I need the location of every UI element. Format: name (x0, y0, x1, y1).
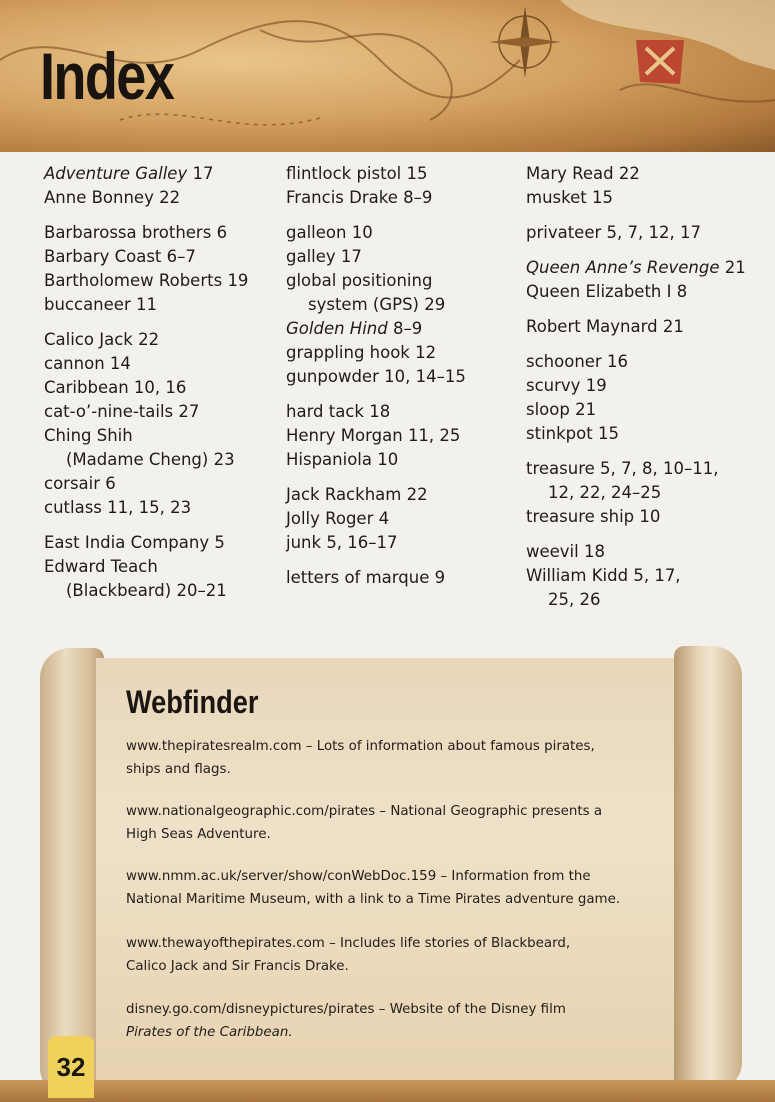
index-term: Jolly Roger (286, 509, 374, 528)
index-term: cat-o’-nine-tails (44, 402, 174, 421)
index-pages: 5, 16–17 (326, 533, 398, 552)
index-term: East India Company (44, 533, 210, 552)
index-pages: 10, 14–15 (384, 367, 466, 386)
index-entry (526, 505, 766, 529)
index-term: musket (526, 188, 587, 207)
index-entry (286, 531, 522, 555)
webfinder-line: www.nmm.ac.uk/server/show/conWebDoc.159 – Information from the (126, 869, 591, 884)
index-term: treasure (526, 459, 595, 478)
index-term: hard tack (286, 402, 364, 421)
webfinder-item (126, 865, 646, 911)
index-pages: 15 (406, 164, 428, 183)
index-entry (526, 162, 766, 186)
index-term: Golden Hind (286, 319, 388, 338)
index-pages: 19 (585, 376, 607, 395)
index-entry (286, 365, 522, 389)
index-pages: 9 (434, 568, 446, 587)
index-term: privateer (526, 223, 602, 242)
index-pages: 15 (591, 188, 613, 207)
index-pages: 8 (676, 282, 688, 301)
index-term: Barbarossa brothers (44, 223, 212, 242)
index-entry (526, 422, 766, 446)
index-term: Queen Elizabeth I (526, 282, 672, 301)
index-entry (286, 448, 522, 472)
webfinder-line: ships and flags. (126, 762, 231, 777)
page-title: Index (40, 39, 174, 113)
index-term: Robert Maynard (526, 317, 658, 336)
index-entry (286, 341, 522, 365)
index-pages: 12 (415, 343, 437, 362)
index-pages: 17 (192, 164, 214, 183)
index-entry (526, 256, 766, 280)
index-term: Barbary Coast (44, 247, 162, 266)
index-entry (44, 352, 276, 376)
map-header-image (0, 0, 775, 152)
index-pages: 4 (378, 509, 390, 528)
index-pages: 18 (583, 542, 605, 561)
webfinder-item (126, 735, 646, 781)
webfinder-line: disney.go.com/disneypictures/pirates – Website of the Disney film (126, 1002, 566, 1017)
index-entry (526, 221, 766, 245)
index-entry-continuation: 25, 26 (548, 590, 601, 609)
webfinder-line: Calico Jack and Sir Francis Drake. (126, 959, 349, 974)
index-entry (526, 186, 766, 210)
index-pages: 27 (178, 402, 200, 421)
index-term: treasure ship (526, 507, 635, 526)
index-entry (286, 507, 522, 531)
index-pages: 11 (135, 295, 157, 314)
webfinder-line: National Maritime Museum, with a link to a Time Pirates adventure game. (126, 892, 621, 907)
index-term: Calico Jack (44, 330, 133, 349)
page-number-tab: 32 (48, 1036, 94, 1098)
index-column-3 (526, 162, 766, 612)
webfinder-line: www.thepiratesrealm.com – Lots of information about famous pirates, (126, 739, 595, 754)
index-entry (286, 317, 522, 341)
index-term: corsair (44, 474, 101, 493)
index-term: William Kidd (526, 566, 629, 585)
index-entry (286, 221, 522, 245)
index-entry (286, 162, 522, 186)
index-term: schooner (526, 352, 602, 371)
index-entry (44, 293, 276, 317)
index-pages: 21 (724, 258, 746, 277)
index-pages: 17 (340, 247, 362, 266)
index-entry (44, 221, 276, 245)
webfinder-line: High Seas Adventure. (126, 827, 271, 842)
index-entry-continuation: (Madame Cheng) 23 (66, 450, 235, 469)
index-term: junk (286, 533, 322, 552)
index-term: buccaneer (44, 295, 131, 314)
index-entry-continuation: 12, 22, 24–25 (548, 483, 662, 502)
index-pages: 5, 17, (633, 566, 681, 585)
index-term: Caribbean (44, 378, 129, 397)
index-entry (44, 555, 276, 603)
index-pages: 15 (597, 424, 619, 443)
index-pages: 11, 25 (407, 426, 461, 445)
index-term: Adventure Galley (44, 164, 188, 183)
index-pages: 10 (639, 507, 661, 526)
index-term: galley (286, 247, 336, 266)
index-entry (526, 457, 766, 505)
webfinder-scroll (34, 640, 754, 1102)
index-term: Jack Rackham (286, 485, 402, 504)
index-term: gunpowder (286, 367, 379, 386)
index-entry (44, 269, 276, 293)
index-pages: 10 (377, 450, 399, 469)
index-pages: 10 (351, 223, 373, 242)
webfinder-item (126, 800, 646, 846)
webfinder-line: www.thewayofthepirates.com – Includes life stories of Blackbeard, (126, 936, 571, 951)
index-pages: 14 (109, 354, 131, 373)
index-entry (44, 496, 276, 520)
index-entry (526, 374, 766, 398)
index-entry (286, 483, 522, 507)
index-entry (44, 472, 276, 496)
index-entry (44, 376, 276, 400)
index-term: Mary Read (526, 164, 614, 183)
index-pages: 8–9 (403, 188, 433, 207)
index-entry (526, 398, 766, 422)
index-term: sloop (526, 400, 570, 419)
scroll-roll-left (40, 648, 104, 1098)
index-term: weevil (526, 542, 579, 561)
index-entry (44, 186, 276, 210)
index-term: letters of marque (286, 568, 430, 587)
webfinder-line: Pirates of the Caribbean. (126, 1025, 293, 1040)
index-entry (286, 186, 522, 210)
webfinder-line: www.nationalgeographic.com/pirates – National Geographic presents a (126, 804, 603, 819)
index-entry (44, 424, 276, 472)
index-entry (44, 328, 276, 352)
index-term: cannon (44, 354, 105, 373)
index-entry (44, 162, 276, 186)
index-pages: 18 (369, 402, 391, 421)
index-entry (286, 269, 522, 317)
index-pages: 6 (216, 223, 228, 242)
index-pages: 5, 7, 12, 17 (606, 223, 701, 242)
index-entry (526, 315, 766, 339)
index-entry (44, 531, 276, 555)
index-pages: 21 (662, 317, 684, 336)
webfinder-title: Webfinder (126, 684, 259, 720)
index-term: grappling hook (286, 343, 410, 362)
index-pages: 22 (618, 164, 640, 183)
index-pages: 22 (159, 188, 181, 207)
index-term: Queen Anne’s Revenge (526, 258, 720, 277)
red-cross-mark-icon (636, 40, 684, 84)
index-entry (526, 350, 766, 374)
index-term: Henry Morgan (286, 426, 403, 445)
index-pages: 21 (575, 400, 597, 419)
index-entry (526, 564, 766, 612)
index-term: global positioning (286, 271, 433, 290)
webfinder-item (126, 998, 646, 1044)
compass-rose-icon (489, 6, 561, 78)
index-pages: 22 (138, 330, 160, 349)
index-pages: 16 (606, 352, 628, 371)
index-entry (44, 245, 276, 269)
index-pages: 5, 7, 8, 10–11, (600, 459, 719, 478)
index-pages: 10, 16 (133, 378, 187, 397)
index-entry (286, 424, 522, 448)
index-pages: 8–9 (392, 319, 423, 338)
index-term: Bartholomew Roberts (44, 271, 223, 290)
index-term: cutlass (44, 498, 102, 517)
index-term: Anne Bonney (44, 188, 154, 207)
index-entry (286, 566, 522, 590)
index-pages: 6–7 (166, 247, 196, 266)
index-columns (44, 162, 764, 632)
index-term: flintlock pistol (286, 164, 402, 183)
index-term: Francis Drake (286, 188, 398, 207)
index-column-2 (286, 162, 522, 590)
webfinder-item (126, 932, 646, 978)
bottom-map-strip (0, 1080, 775, 1102)
index-pages: 5 (214, 533, 225, 552)
index-pages: 22 (406, 485, 428, 504)
index-pages: 19 (227, 271, 249, 290)
index-term: scurvy (526, 376, 581, 395)
index-entry (286, 245, 522, 269)
index-entry-continuation: system (GPS) 29 (308, 295, 446, 314)
index-column-1 (44, 162, 276, 603)
index-term: Ching Shih (44, 426, 133, 445)
index-term: Hispaniola (286, 450, 373, 469)
index-term: stinkpot (526, 424, 593, 443)
index-term: Edward Teach (44, 557, 158, 576)
index-entry (44, 400, 276, 424)
index-entry (526, 540, 766, 564)
index-entry (286, 400, 522, 424)
index-pages: 11, 15, 23 (107, 498, 192, 517)
index-pages: 6 (105, 474, 116, 493)
index-entry (526, 280, 766, 304)
scroll-roll-right (674, 646, 742, 1092)
index-term: galleon (286, 223, 347, 242)
index-entry-continuation: (Blackbeard) 20–21 (66, 581, 227, 600)
